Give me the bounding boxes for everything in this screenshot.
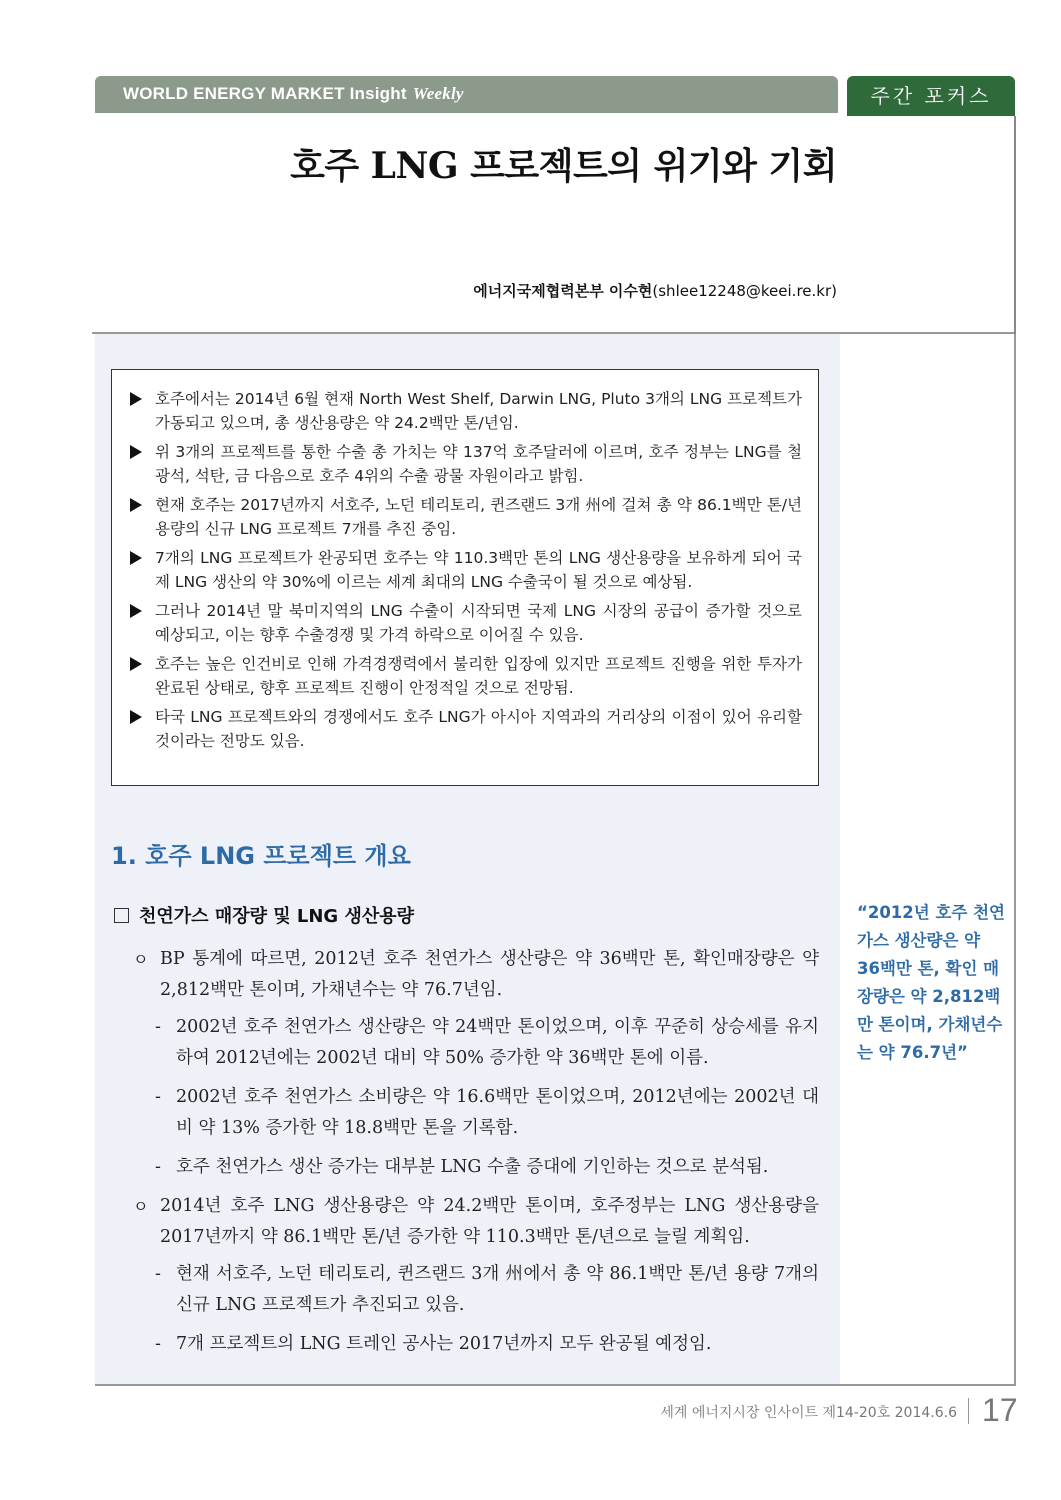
focus-tab: 주간 포커스 [847, 76, 1015, 116]
header-bar [95, 76, 838, 113]
pull-quote: “2012년 호주 천연가스 생산량은 약 36백만 톤, 확인 매장량은 약 2,812백만 톤이며, 가채년수는 약 76.7년” [857, 903, 1005, 1062]
footer-separator [968, 1398, 969, 1424]
summary-item: 호주에서는 2014년 6월 현재 North West Shelf, Darwin LNG, Pluto 3개의 LNG 프로젝트가 가동되고 있으며, 총 생산용량은 약 24.2백만 톤/년임. [130, 388, 802, 435]
dash-marker: - [155, 1334, 161, 1354]
triangle-bullet-icon [130, 445, 142, 459]
article-title: 호주 LNG 프로젝트의 위기와 기회 [290, 145, 837, 187]
dash-marker: - [155, 1017, 161, 1037]
triangle-bullet-icon [130, 710, 142, 724]
section-title: 1. 호주 LNG 프로젝트 개요 [111, 842, 411, 870]
dash-marker: - [155, 1087, 161, 1107]
triangle-bullet-icon [130, 551, 142, 565]
summary-item: 7개의 LNG 프로젝트가 완공되면 호주는 약 110.3백만 톤의 LNG 생산용량을 보유하게 되어 국제 LNG 생산의 약 30%에 이르는 세계 최대의 LNG 수출국이 될 것으로 예상됨. [130, 547, 802, 594]
summary-item: 호주는 높은 인건비로 인해 가격경쟁력에서 불리한 입장에 있지만 프로젝트 진행을 위한 투자가 완료된 상태로, 향후 프로젝트 진행이 안정적일 것으로 전망됨. [130, 653, 802, 700]
footer-issue: 세계 에너지시장 인사이트 제14-20호 2014.6.6 [660, 1405, 957, 1421]
bottom-rule [95, 1384, 1014, 1386]
subsection-heading: 천연가스 매장량 및 LNG 생산용량 [114, 902, 414, 928]
author-line [473, 280, 837, 301]
circle-bullet-icon: ㅇ [133, 950, 149, 969]
triangle-bullet-icon [130, 604, 142, 618]
summary-box [111, 369, 819, 786]
summary-item: 위 3개의 프로젝트를 통한 수출 총 가치는 약 137억 호주달러에 이르며, 호주 정부는 LNG를 철광석, 석탄, 금 다음으로 호주 4위의 수출 광물 자원이라고 밝힘. [130, 441, 802, 488]
body-dash-item: - 2002년 호주 천연가스 소비량은 약 16.6백만 톤이었으며, 2012년에는 2002년 대비 약 13% 증가한 약 18.8백만 톤을 기록함. [133, 1082, 819, 1144]
body-dash-item: - 현재 서호주, 노던 테리토리, 퀸즈랜드 3개 州에서 총 약 86.1백만 톤/년 용량 7개의 신규 LNG 프로젝트가 추진되고 있음. [133, 1259, 819, 1321]
body-dash-item: - 2002년 호주 천연가스 생산량은 약 24백만 톤이었으며, 이후 꾸준히 상승세를 유지하여 2012년에는 2002년 대비 약 50% 증가한 약 36백만 톤에 이름. [133, 1012, 819, 1074]
side-divider [1014, 116, 1016, 334]
body-dash-item: - 호주 천연가스 생산 증가는 대부분 LNG 수출 증대에 기인하는 것으로 분석됨. [133, 1152, 819, 1183]
triangle-bullet-icon [130, 392, 142, 406]
checkbox-square-icon [114, 908, 129, 923]
body-bullet: ㅇ BP 통계에 따르면, 2012년 호주 천연가스 생산량은 약 36백만 톤, 확인매장량은 약 2,812백만 톤이며, 가채년수는 약 76.7년임. [133, 944, 819, 1006]
summary-item: 타국 LNG 프로젝트와의 경쟁에서도 호주 LNG가 아시아 지역과의 거리상의 이점이 있어 유리할 것이라는 전망도 있음. [130, 706, 802, 753]
dash-marker: - [155, 1264, 161, 1284]
body-dash-item: - 7개 프로젝트의 LNG 트레인 공사는 2017년까지 모두 완공될 예정임. [133, 1329, 819, 1360]
circle-bullet-icon: ㅇ [133, 1197, 149, 1216]
side-divider-lower [1014, 334, 1016, 1386]
author-dept: 에너지국제협력본부 이수현 [473, 282, 653, 300]
author-email: (shlee12248@keei.re.kr) [652, 282, 837, 300]
summary-list [112, 370, 818, 753]
triangle-bullet-icon [130, 498, 142, 512]
body-bullet: ㅇ 2014년 호주 LNG 생산용량은 약 24.2백만 톤이며, 호주정부는 LNG 생산용량을 2017년까지 약 86.1백만 톤/년 증가한 약 110.3백만 톤/년으로 늘릴 계획임. [133, 1191, 819, 1253]
summary-item: 현재 호주는 2017년까지 서호주, 노던 테리토리, 퀸즈랜드 3개 州에 걸쳐 총 약 86.1백만 톤/년 용량의 신규 LNG 프로젝트 7개를 추진 중임. [130, 494, 802, 541]
brand-weekly: Weekly [412, 84, 464, 103]
summary-item: 그러나 2014년 말 북미지역의 LNG 수출이 시작되면 국제 LNG 시장의 공급이 증가할 것으로 예상되고, 이는 향후 수출경쟁 및 가격 하락으로 이어질 수 있음. [130, 600, 802, 647]
brand-title: WORLD ENERGY MARKET Insight Weekly [123, 84, 464, 103]
body-text [133, 944, 819, 1368]
dash-marker: - [155, 1157, 161, 1177]
page-number: 17 [982, 1392, 1018, 1428]
triangle-bullet-icon [130, 657, 142, 671]
